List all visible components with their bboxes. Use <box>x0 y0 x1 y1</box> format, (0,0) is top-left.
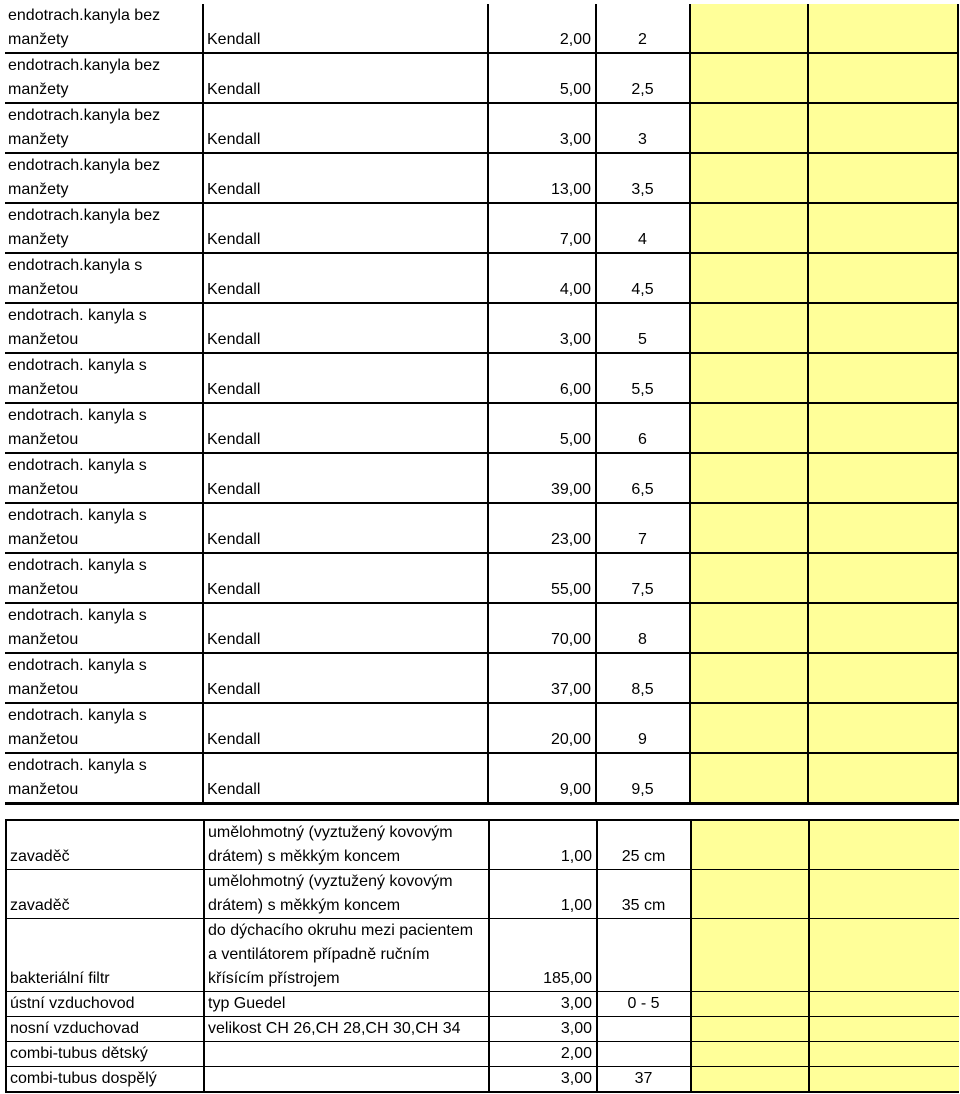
unit-price-input-cell[interactable] <box>690 503 808 553</box>
manufacturer-cell: Kendall <box>203 453 488 503</box>
size-cell: 2,5 <box>596 53 690 103</box>
table-row <box>5 103 958 153</box>
quantity-cell: 3,00 <box>489 1017 597 1042</box>
item-name-cell: endotrach.kanyla bez manžety <box>5 53 203 103</box>
unit-price-input-cell[interactable] <box>690 53 808 103</box>
item-name-cell: endotrach. kanyla s manžetou <box>5 453 203 503</box>
item-name-cell: endotrach. kanyla s manžetou <box>5 603 203 653</box>
manufacturer-cell: Kendall <box>203 603 488 653</box>
unit-price-input-cell[interactable] <box>690 653 808 703</box>
size-cell: 0 - 5 <box>597 992 691 1017</box>
quantity-cell: 7,00 <box>488 203 596 253</box>
item-name-cell: endotrach. kanyla s manžetou <box>5 353 203 403</box>
unit-price-input-cell[interactable] <box>690 403 808 453</box>
size-cell: 3 <box>596 103 690 153</box>
size-cell: 9 <box>596 703 690 753</box>
unit-price-input-cell[interactable] <box>691 919 809 992</box>
manufacturer-cell: Kendall <box>203 553 488 603</box>
item-name-cell: endotrach.kanyla bez manžety <box>5 203 203 253</box>
manufacturer-cell: Kendall <box>203 253 488 303</box>
size-cell: 9,5 <box>596 753 690 804</box>
table-row <box>5 453 958 503</box>
quantity-cell: 55,00 <box>488 553 596 603</box>
unit-price-input-cell[interactable] <box>690 303 808 353</box>
table-row <box>5 403 958 453</box>
quantity-cell: 5,00 <box>488 403 596 453</box>
size-cell: 6,5 <box>596 453 690 503</box>
item-name-cell: endotrach.kanyla bez manžety <box>5 103 203 153</box>
manufacturer-cell: Kendall <box>203 153 488 203</box>
quantity-cell: 185,00 <box>489 919 597 992</box>
table-row <box>5 153 958 203</box>
item-name-cell: endotrach.kanyla bez manžety <box>5 153 203 203</box>
total-price-input-cell[interactable] <box>808 603 958 653</box>
item-name-cell: combi-tubus dětský <box>6 1042 204 1067</box>
item-name-cell: ústní vzduchovod <box>6 992 204 1017</box>
total-price-input-cell[interactable] <box>808 753 958 804</box>
size-cell: 7 <box>596 503 690 553</box>
total-price-input-cell[interactable] <box>809 919 959 992</box>
total-price-input-cell[interactable] <box>808 553 958 603</box>
unit-price-input-cell[interactable] <box>690 603 808 653</box>
unit-price-input-cell[interactable] <box>691 1017 809 1042</box>
description-cell: velikost CH 26,CH 28,CH 30,CH 34 <box>204 1017 489 1042</box>
unit-price-input-cell[interactable] <box>691 820 809 870</box>
table-row <box>6 1017 959 1042</box>
item-name-cell: endotrach.kanyla bez manžety <box>5 4 203 53</box>
description-cell <box>204 1042 489 1067</box>
size-cell <box>597 919 691 992</box>
quantity-cell: 9,00 <box>488 753 596 804</box>
total-price-input-cell[interactable] <box>809 820 959 870</box>
description-cell: do dýchacího okruhu mezi pacientem a ventilátorem případně ručním křísícím přístrojem <box>204 919 489 992</box>
unit-price-input-cell[interactable] <box>690 103 808 153</box>
quantity-cell: 37,00 <box>488 653 596 703</box>
airway-accessories-table <box>5 819 959 1093</box>
size-cell: 5 <box>596 303 690 353</box>
quantity-cell: 23,00 <box>488 503 596 553</box>
manufacturer-cell: Kendall <box>203 753 488 804</box>
item-name-cell: endotrach. kanyla s manžetou <box>5 753 203 804</box>
manufacturer-cell: Kendall <box>203 303 488 353</box>
total-price-input-cell[interactable] <box>809 1067 959 1093</box>
quantity-cell: 2,00 <box>488 4 596 53</box>
description-cell: typ Guedel <box>204 992 489 1017</box>
table-row <box>5 53 958 103</box>
quantity-cell: 5,00 <box>488 53 596 103</box>
table-row <box>5 553 958 603</box>
total-price-input-cell[interactable] <box>808 53 958 103</box>
item-name-cell: zavaděč <box>6 870 204 919</box>
item-name-cell: bakteriální filtr <box>6 919 204 992</box>
table-row <box>6 820 959 870</box>
total-price-input-cell[interactable] <box>809 1042 959 1067</box>
quantity-cell: 39,00 <box>488 453 596 503</box>
total-price-input-cell[interactable] <box>809 1017 959 1042</box>
table-row <box>5 253 958 303</box>
description-cell: umělohmotný (vyztužený kovovým drátem) s měkkým koncem <box>204 820 489 870</box>
unit-price-input-cell[interactable] <box>690 553 808 603</box>
size-cell: 35 cm <box>597 870 691 919</box>
quantity-cell: 20,00 <box>488 703 596 753</box>
quantity-cell: 70,00 <box>488 603 596 653</box>
size-cell: 7,5 <box>596 553 690 603</box>
total-price-input-cell[interactable] <box>808 203 958 253</box>
size-cell: 25 cm <box>597 820 691 870</box>
size-cell <box>597 1017 691 1042</box>
size-cell: 5,5 <box>596 353 690 403</box>
total-price-input-cell[interactable] <box>808 703 958 753</box>
total-price-input-cell[interactable] <box>808 103 958 153</box>
table-row <box>5 203 958 253</box>
total-price-input-cell[interactable] <box>808 353 958 403</box>
manufacturer-cell: Kendall <box>203 53 488 103</box>
item-name-cell: zavaděč <box>6 820 204 870</box>
unit-price-input-cell[interactable] <box>691 992 809 1017</box>
table-row <box>5 603 958 653</box>
item-name-cell: nosní vzduchovad <box>6 1017 204 1042</box>
quantity-cell: 3,00 <box>489 1067 597 1093</box>
table-row <box>5 353 958 403</box>
table-row <box>6 992 959 1017</box>
size-cell: 37 <box>597 1067 691 1093</box>
manufacturer-cell: Kendall <box>203 103 488 153</box>
quantity-cell: 2,00 <box>489 1042 597 1067</box>
item-name-cell: endotrach. kanyla s manžetou <box>5 403 203 453</box>
quantity-cell: 13,00 <box>488 153 596 203</box>
total-price-input-cell[interactable] <box>808 303 958 353</box>
quantity-cell: 3,00 <box>489 992 597 1017</box>
size-cell <box>597 1042 691 1067</box>
table-row <box>6 1042 959 1067</box>
size-cell: 4 <box>596 203 690 253</box>
manufacturer-cell: Kendall <box>203 4 488 53</box>
manufacturer-cell: Kendall <box>203 703 488 753</box>
manufacturer-cell: Kendall <box>203 653 488 703</box>
total-price-input-cell[interactable] <box>808 403 958 453</box>
table-row <box>5 4 958 53</box>
quantity-cell: 3,00 <box>488 303 596 353</box>
endotracheal-tubes-body <box>5 4 958 804</box>
unit-price-input-cell[interactable] <box>690 353 808 403</box>
endotracheal-tubes-table <box>5 4 959 805</box>
quantity-cell: 1,00 <box>489 870 597 919</box>
unit-price-input-cell[interactable] <box>690 4 808 53</box>
size-cell: 8 <box>596 603 690 653</box>
description-cell: umělohmotný (vyztužený kovovým drátem) s měkkým koncem <box>204 870 489 919</box>
description-cell <box>204 1067 489 1093</box>
unit-price-input-cell[interactable] <box>690 703 808 753</box>
total-price-input-cell[interactable] <box>808 653 958 703</box>
manufacturer-cell: Kendall <box>203 503 488 553</box>
unit-price-input-cell[interactable] <box>690 453 808 503</box>
quantity-cell: 6,00 <box>488 353 596 403</box>
total-price-input-cell[interactable] <box>808 453 958 503</box>
unit-price-input-cell[interactable] <box>691 1067 809 1093</box>
table-row <box>5 653 958 703</box>
size-cell: 2 <box>596 4 690 53</box>
quantity-cell: 1,00 <box>489 820 597 870</box>
unit-price-input-cell[interactable] <box>690 753 808 804</box>
table-row <box>5 703 958 753</box>
size-cell: 6 <box>596 403 690 453</box>
airway-accessories-body <box>6 820 959 1092</box>
item-name-cell: endotrach. kanyla s manžetou <box>5 303 203 353</box>
unit-price-input-cell[interactable] <box>691 870 809 919</box>
total-price-input-cell[interactable] <box>809 992 959 1017</box>
table-row <box>5 303 958 353</box>
item-name-cell: endotrach. kanyla s manžetou <box>5 503 203 553</box>
item-name-cell: endotrach. kanyla s manžetou <box>5 653 203 703</box>
size-cell: 4,5 <box>596 253 690 303</box>
unit-price-input-cell[interactable] <box>690 203 808 253</box>
total-price-input-cell[interactable] <box>808 4 958 53</box>
item-name-cell: endotrach. kanyla s manžetou <box>5 553 203 603</box>
size-cell: 3,5 <box>596 153 690 203</box>
table-row <box>5 753 958 804</box>
total-price-input-cell[interactable] <box>808 253 958 303</box>
manufacturer-cell: Kendall <box>203 203 488 253</box>
unit-price-input-cell[interactable] <box>690 253 808 303</box>
manufacturer-cell: Kendall <box>203 353 488 403</box>
table-row <box>6 870 959 919</box>
item-name-cell: endotrach. kanyla s manžetou <box>5 703 203 753</box>
unit-price-input-cell[interactable] <box>691 1042 809 1067</box>
total-price-input-cell[interactable] <box>808 153 958 203</box>
table-row <box>6 919 959 992</box>
quantity-cell: 3,00 <box>488 103 596 153</box>
quantity-cell: 4,00 <box>488 253 596 303</box>
unit-price-input-cell[interactable] <box>690 153 808 203</box>
item-name-cell: combi-tubus dospělý <box>6 1067 204 1093</box>
total-price-input-cell[interactable] <box>808 503 958 553</box>
table-row <box>6 1067 959 1093</box>
manufacturer-cell: Kendall <box>203 403 488 453</box>
table-row <box>5 503 958 553</box>
item-name-cell: endotrach.kanyla s manžetou <box>5 253 203 303</box>
total-price-input-cell[interactable] <box>809 870 959 919</box>
size-cell: 8,5 <box>596 653 690 703</box>
